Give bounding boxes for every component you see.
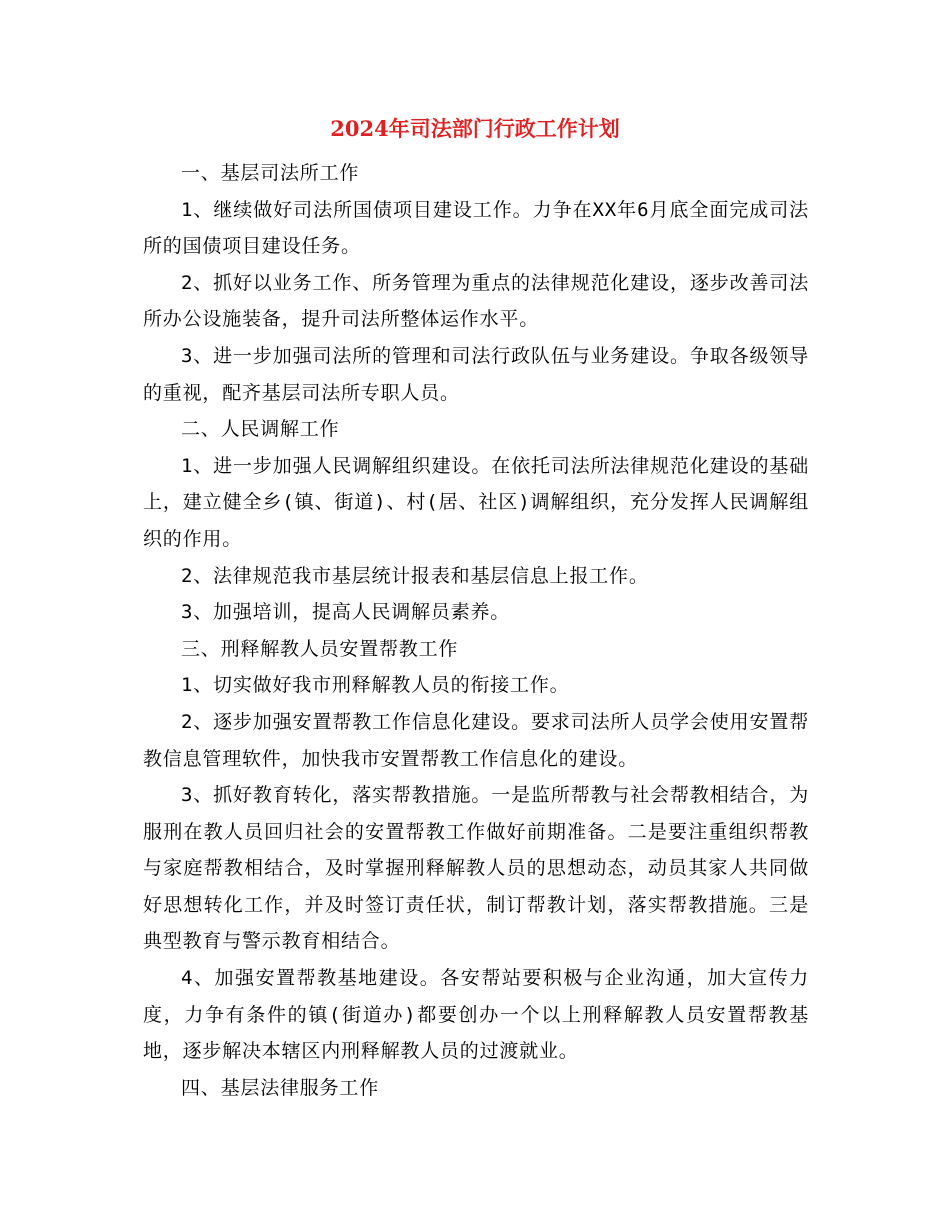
- paragraph: 2、法律规范我市基层统计报表和基层信息上报工作。: [181, 564, 649, 587]
- paragraph: 4、加强安置帮教基地建设。各安帮站要积极与企业沟通，加大宣传力度，力争有条件的镇(街道办)都要创办一个以上刑释解教人员安置帮教基地，逐步解决本辖区内刑释解教人员的过渡就业。: [143, 967, 809, 1063]
- paragraph: 2、逐步加强安置帮教工作信息化建设。要求司法所人员学会使用安置帮教信息管理软件，加快我市安置帮教工作信息化的建设。: [143, 710, 809, 770]
- paragraph: 1、切实做好我市刑释解教人员的衔接工作。: [181, 674, 570, 697]
- paragraph: 2、抓好以业务工作、所务管理为重点的法律规范化建设，逐步改善司法所办公设施装备，提升司法所整体运作水平。: [143, 271, 809, 331]
- paragraph: 3、抓好教育转化，落实帮教措施。一是监所帮教与社会帮教相结合，为服刑在教人员回归社会的安置帮教工作做好前期准备。二是要注重组织帮教与家庭帮教相结合，及时掌握刑释解教人员的思想动态，动员其家人共同做好思想转化工作，并及时签订责任状，制订帮教计划，落实帮教措施。三是典型教育与警示教育相结合。: [143, 784, 809, 953]
- section-heading-4: 四、基层法律服务工作: [181, 1076, 380, 1099]
- paragraph: 1、进一步加强人民调解组织建设。在依托司法所法律规范化建设的基础上，建立健全乡(镇、街道)、村(居、社区)调解组织，充分发挥人民调解组织的作用。: [143, 454, 809, 550]
- paragraph: 1、继续做好司法所国债项目建设工作。力争在XX年6月底全面完成司法所的国债项目建设任务。: [143, 198, 809, 258]
- paragraph: 3、进一步加强司法所的管理和司法行政队伍与业务建设。争取各级领导的重视，配齐基层司法所专职人员。: [143, 344, 809, 404]
- section-heading-1: 一、基层司法所工作: [181, 162, 360, 184]
- section-heading-2: 二、人民调解工作: [181, 418, 340, 441]
- section-heading-3: 三、刑释解教人员安置帮教工作: [181, 637, 459, 660]
- document-body: [143, 155, 809, 1106]
- paragraph: 3、加强培训，提高人民调解员素养。: [181, 601, 511, 624]
- document-title: 2024年司法部门行政工作计划: [330, 116, 620, 141]
